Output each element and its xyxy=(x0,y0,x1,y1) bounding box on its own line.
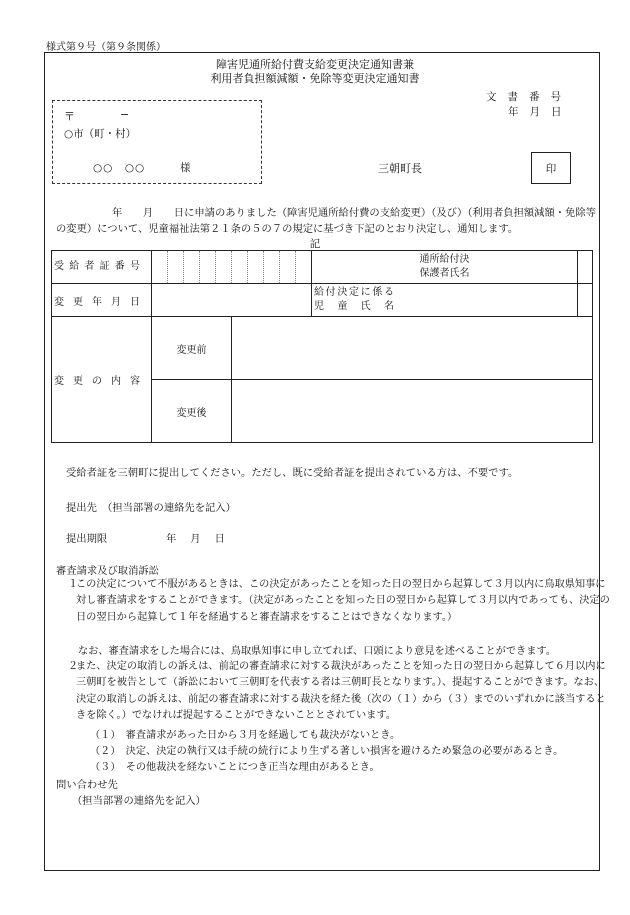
change-date-field[interactable] xyxy=(152,284,312,317)
item-text: また、決定の取消しの訴えは、前記の審査請求に対する裁決があったことを知った日の翌日から起算して６月以内に三朝町を被告として（訴訟において三朝町を代表する者は三朝町長となります。）、提起することができます。なお、決定の取消しの訴えは、前記の審査請求に対する裁決を経た後（次の（１）から（３）までのいずれかに該当するときを除く。）でなければ提起することができないこととされています。 xyxy=(76,661,606,721)
digit-cell[interactable] xyxy=(232,251,248,284)
table-row xyxy=(52,284,593,317)
postal-code-dash: − xyxy=(120,108,130,121)
item-number: １ xyxy=(68,579,79,590)
appeal-heading: 審査請求及び取消訴訟 xyxy=(56,565,159,577)
digit-cell[interactable] xyxy=(280,251,296,284)
inquiry-heading: 問い合わせ先 xyxy=(56,779,118,791)
child-name-field[interactable] xyxy=(578,284,593,317)
child-label-line-1: 給付決定に係る xyxy=(314,287,394,298)
postal-mark: 〒 xyxy=(64,110,75,123)
change-date-label-cell xyxy=(52,284,152,317)
child-label-line-2: 児童氏名 xyxy=(314,301,394,312)
before-content-field[interactable] xyxy=(232,317,593,380)
submission-destination: 提出先 （担当部署の連絡先を記入） xyxy=(66,502,236,514)
appeal-item-1-note: なお、審査請求をした場合には、鳥取県知事に申し立てれば、口頭により意見を述べることができます。 xyxy=(78,646,556,657)
digit-cell[interactable] xyxy=(248,251,264,284)
appeal-sub-item-2: （２） 決定、決定の執行又は手続の続行により生ずる著しい損害を避けるため緊急の必要があるとき。 xyxy=(90,746,564,757)
child-label-cell xyxy=(312,284,578,317)
intro-text: 年 月 日に申請のありました（障害児通所給付費の支給変更）（及び）（利用者負担額減額・免除等の変更）について、児童福祉法第２１条の５の７の規定に基づき下記のとおり決定し、通知します。 xyxy=(56,207,596,235)
form-number: 様式第９号（第９条関係） xyxy=(46,42,166,53)
intro-paragraph xyxy=(56,205,596,237)
after-label-cell xyxy=(152,380,232,443)
city-line: ○市（町・村） xyxy=(64,128,137,140)
digit-cell[interactable] xyxy=(296,251,312,284)
decision-table xyxy=(51,250,593,443)
deadline-date: 年月日 xyxy=(166,533,239,545)
appeal-sub-item-3: （３） その他裁決を経ないことにつき正当な理由があるとき。 xyxy=(90,762,380,773)
seal-box: 印 xyxy=(531,152,571,184)
table-row xyxy=(52,251,593,284)
title-line-2: 利用者負担額減額・免除等変更決定通知書 xyxy=(210,72,420,85)
change-content-label-cell xyxy=(52,317,152,443)
addressee-name: ○○ ○○ xyxy=(93,162,146,174)
address-box xyxy=(52,100,262,184)
digit-cell[interactable] xyxy=(216,251,232,284)
guardian-label-cell xyxy=(312,251,578,284)
item-text: この決定について不服があるときは、この決定があったことを知った日の翌日から起算して３月以内に鳥取県知事に対し審査請求をすることができます。（決定があったことを知った日の翌日から起算して３月以内であっても、決定の日の翌日から起算して１年を経過すると審査請求をすることはできなくなります。） xyxy=(76,579,610,623)
title-line-1: 障害児通所給付費支給変更決定通知書兼 xyxy=(216,58,414,71)
recipient-number-label-cell xyxy=(52,251,152,284)
inquiry-contact: （担当部署の連絡先を記入） xyxy=(72,795,206,807)
before-label: 変更前 xyxy=(176,344,207,356)
after-content-field[interactable] xyxy=(232,380,593,443)
digit-cell[interactable] xyxy=(184,251,200,284)
document-number-label: 文書番号 xyxy=(486,91,572,103)
change-content-label: 変更の内容 xyxy=(54,376,140,387)
deadline-label: 提出期限 xyxy=(66,533,108,545)
submit-notice: 受給者証を三朝町に提出してください。ただし、既に受給者証を提出されている方は、不要です。 xyxy=(66,467,519,479)
date-label: 年月日 xyxy=(508,106,573,118)
digit-cell[interactable] xyxy=(200,251,216,284)
guardian-name-field[interactable] xyxy=(578,251,593,284)
digit-cell[interactable] xyxy=(152,251,168,284)
before-label-cell xyxy=(152,317,232,380)
appeal-sub-item-1: （１） 審査請求があった日から３月を経過しても裁決がないとき。 xyxy=(90,730,401,741)
issuer-mayor: 三朝町長 xyxy=(378,162,422,175)
ki-heading: 記 xyxy=(309,238,321,250)
digit-cell[interactable] xyxy=(168,251,184,284)
guardian-label-line-1: 通所給付決 xyxy=(419,254,470,265)
recipient-number-label: 受給者証番号 xyxy=(54,261,140,272)
after-label: 変更後 xyxy=(176,407,207,419)
table-row xyxy=(52,317,593,380)
appeal-item-1 xyxy=(56,577,610,626)
guardian-label-line-2: 保護者氏名 xyxy=(419,268,470,279)
item-number: ２ xyxy=(68,661,79,672)
digit-cell[interactable] xyxy=(264,251,280,284)
honorific: 様 xyxy=(180,162,191,174)
appeal-item-2 xyxy=(56,659,610,724)
change-date-label: 変更年月日 xyxy=(54,296,140,308)
